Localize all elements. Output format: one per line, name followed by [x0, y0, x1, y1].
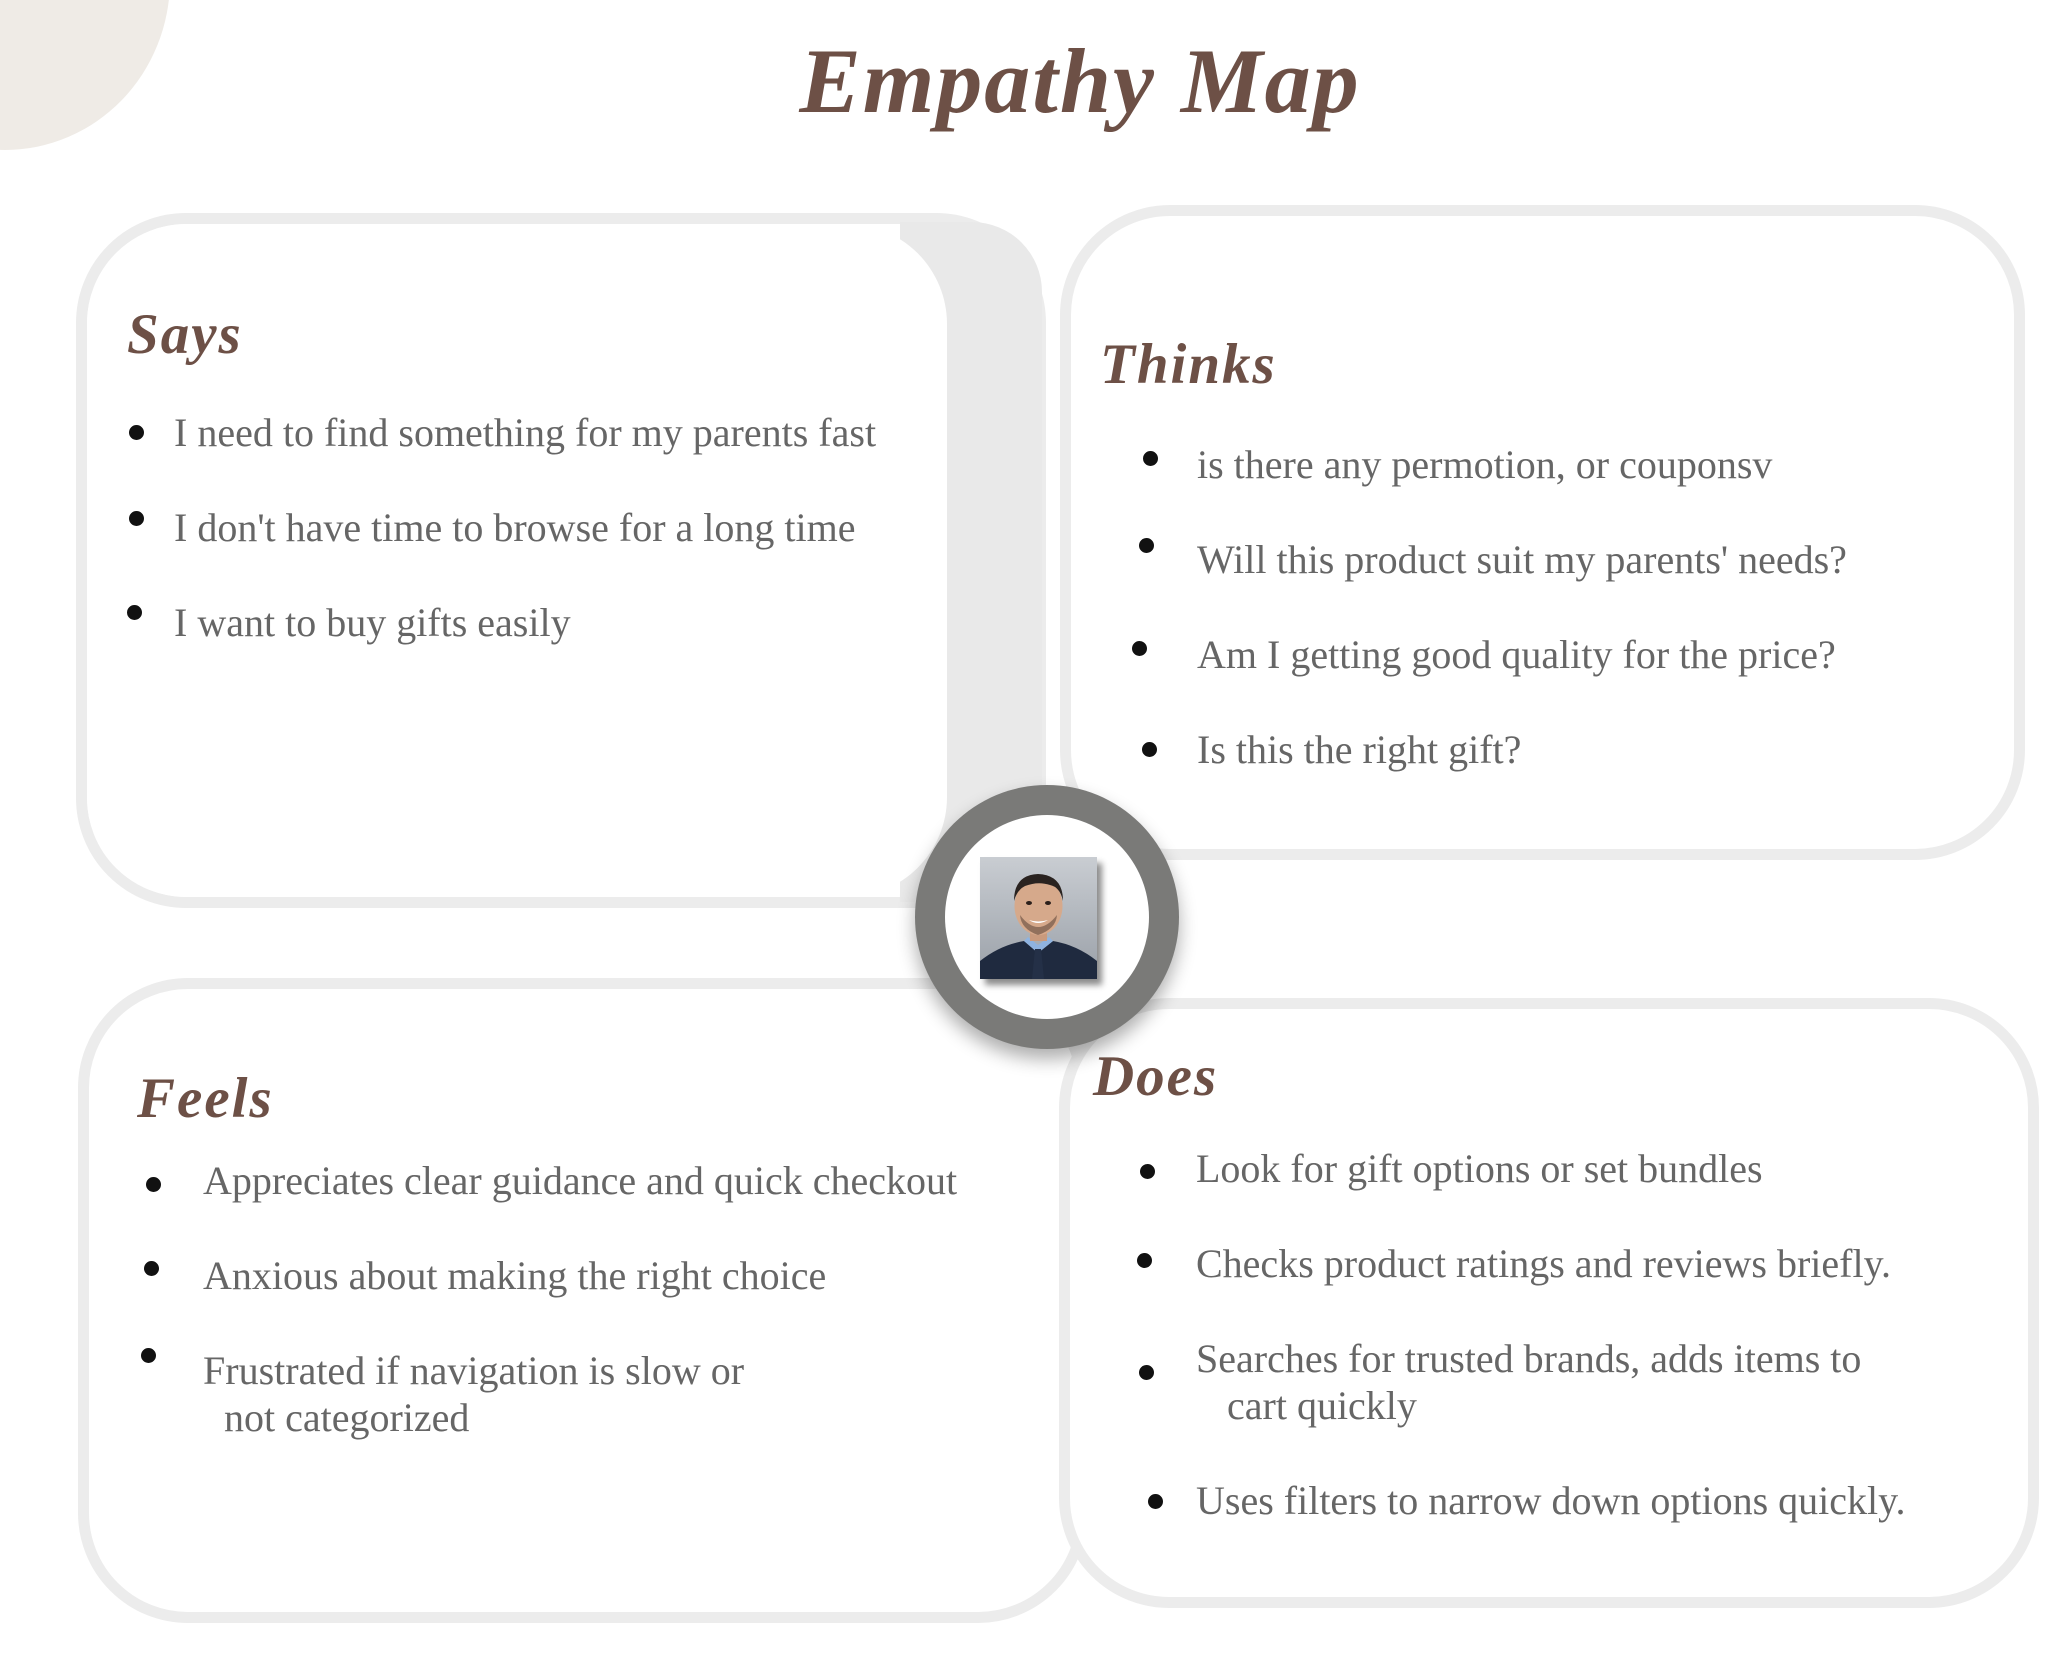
thinks-item: is there any permotion, or couponsv	[1197, 442, 1773, 487]
thinks-item: Is this the right gift?	[1197, 727, 1522, 772]
persona-portrait-icon	[980, 857, 1097, 979]
does-item: Searches for trusted brands, adds items to	[1196, 1336, 1862, 1381]
feels-item: Anxious about making the right choice	[203, 1253, 827, 1298]
does-item: Uses filters to narrow down options quickly.	[1196, 1478, 1906, 1523]
feels-heading: Feels	[137, 1067, 274, 1130]
says-item: I don't have time to browse for a long time	[174, 505, 856, 550]
does-item-continued: cart quickly	[1227, 1383, 1417, 1428]
says-item: I need to find something for my parents fast	[174, 410, 877, 455]
page-title: Empathy Map	[799, 30, 1361, 132]
says-bullet	[129, 425, 144, 440]
thinks-bullet	[1142, 742, 1157, 757]
feels-bullet	[146, 1177, 161, 1192]
does-item: Checks product ratings and reviews briefly.	[1196, 1241, 1891, 1286]
thinks-item: Will this product suit my parents' needs?	[1197, 537, 1847, 582]
thinks-bullet	[1139, 538, 1154, 553]
feels-item: Appreciates clear guidance and quick checkout	[203, 1158, 958, 1203]
feels-bullet	[144, 1261, 159, 1276]
thinks-heading: Thinks	[1100, 333, 1277, 396]
thinks-bullet	[1143, 451, 1158, 466]
does-bullet	[1137, 1253, 1152, 1268]
does-heading: Does	[1093, 1045, 1219, 1108]
says-bullet	[127, 605, 142, 620]
thinks-item: Am I getting good quality for the price?	[1197, 632, 1836, 677]
feels-bullet	[141, 1348, 156, 1363]
does-item: Look for gift options or set bundles	[1196, 1146, 1763, 1191]
says-heading: Says	[127, 303, 243, 366]
does-bullet	[1140, 1164, 1155, 1179]
thinks-bullet	[1132, 641, 1147, 656]
says-bullet	[129, 511, 144, 526]
feels-item: Frustrated if navigation is slow or	[203, 1348, 745, 1393]
does-bullet	[1148, 1494, 1163, 1509]
feels-item-continued: not categorized	[224, 1395, 470, 1440]
persona-avatar	[980, 857, 1097, 979]
says-item: I want to buy gifts easily	[174, 600, 571, 645]
does-bullet	[1139, 1365, 1154, 1380]
